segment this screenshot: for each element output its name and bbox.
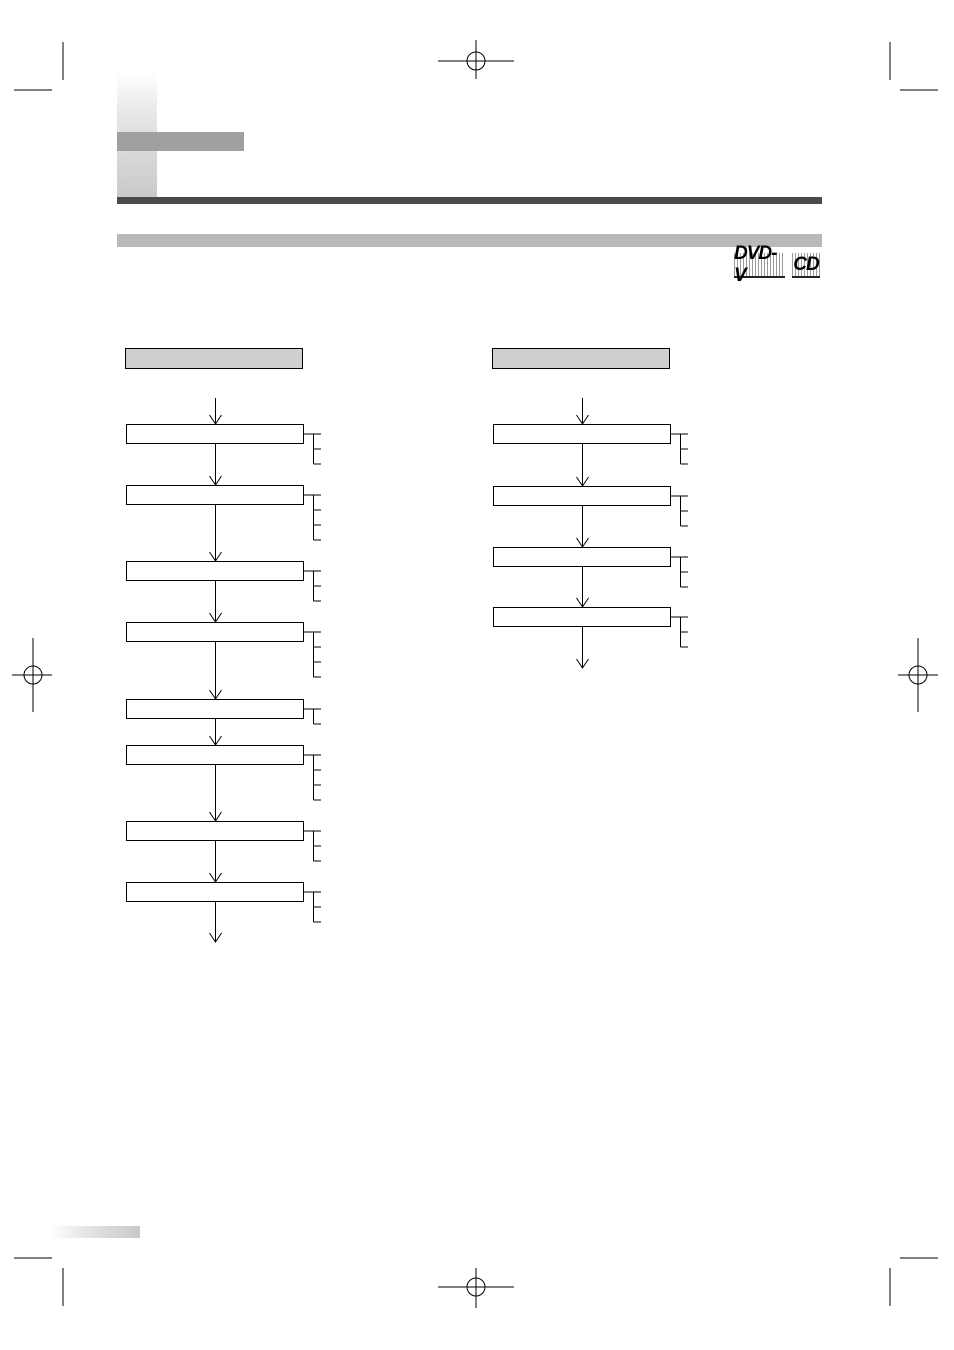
flow-step-box-right-2: [494, 487, 671, 506]
flow-arrow-right-1: [577, 444, 589, 486]
flow-step-branches-left-4: [303, 632, 321, 677]
flow-arrow-left-3: [210, 581, 222, 622]
flow-step-branches-right-2: [670, 496, 688, 526]
flow-step-box-right-3: [494, 548, 671, 567]
flow-step-branches-left-2: [303, 495, 321, 540]
flow-step-branches-left-7: [303, 831, 321, 861]
cd-badge-label: CD: [793, 253, 819, 275]
flow-arrow-left-4: [210, 642, 222, 699]
flow-step-box-left-1: [127, 425, 304, 444]
flow-arrow-left-1: [210, 444, 222, 485]
flow-arrow-in-right: [577, 398, 589, 424]
flow-arrow-left-6: [210, 765, 222, 821]
flow-arrow-left-8: [210, 902, 222, 942]
flow-step-box-left-2: [127, 486, 304, 505]
flow-arrow-right-2: [577, 506, 589, 547]
flow-step-branches-left-5: [303, 709, 321, 724]
flow-step-box-left-6: [127, 746, 304, 765]
flow-step-branches-left-1: [303, 434, 321, 464]
flow-step-branches-left-8: [303, 892, 321, 922]
flow-step-box-right-1: [494, 425, 671, 444]
flow-arrow-left-2: [210, 505, 222, 561]
flow-step-box-right-4: [494, 608, 671, 627]
flow-arrow-right-3: [577, 567, 589, 607]
dvd-video-badge-label: DVD-V: [734, 242, 777, 286]
page-number-bar: [50, 1226, 140, 1238]
flow-step-branches-right-1: [670, 434, 688, 464]
flow-step-branches-right-3: [670, 557, 688, 587]
flow-step-box-left-7: [127, 822, 304, 841]
flow-step-box-left-4: [127, 623, 304, 642]
flowchart-header-right: [493, 349, 670, 369]
flow-step-box-left-5: [127, 700, 304, 719]
flow-step-branches-left-6: [303, 755, 321, 800]
flow-step-branches-left-3: [303, 571, 321, 601]
flow-step-box-left-8: [127, 883, 304, 902]
flow-arrow-in-left: [210, 398, 222, 424]
flowchart-header-left: [126, 349, 303, 369]
flow-arrow-left-5: [210, 719, 222, 745]
flow-arrow-left-7: [210, 841, 222, 882]
flow-step-box-left-3: [127, 562, 304, 581]
flow-step-branches-right-4: [670, 617, 688, 647]
flow-arrow-right-4: [577, 627, 589, 668]
